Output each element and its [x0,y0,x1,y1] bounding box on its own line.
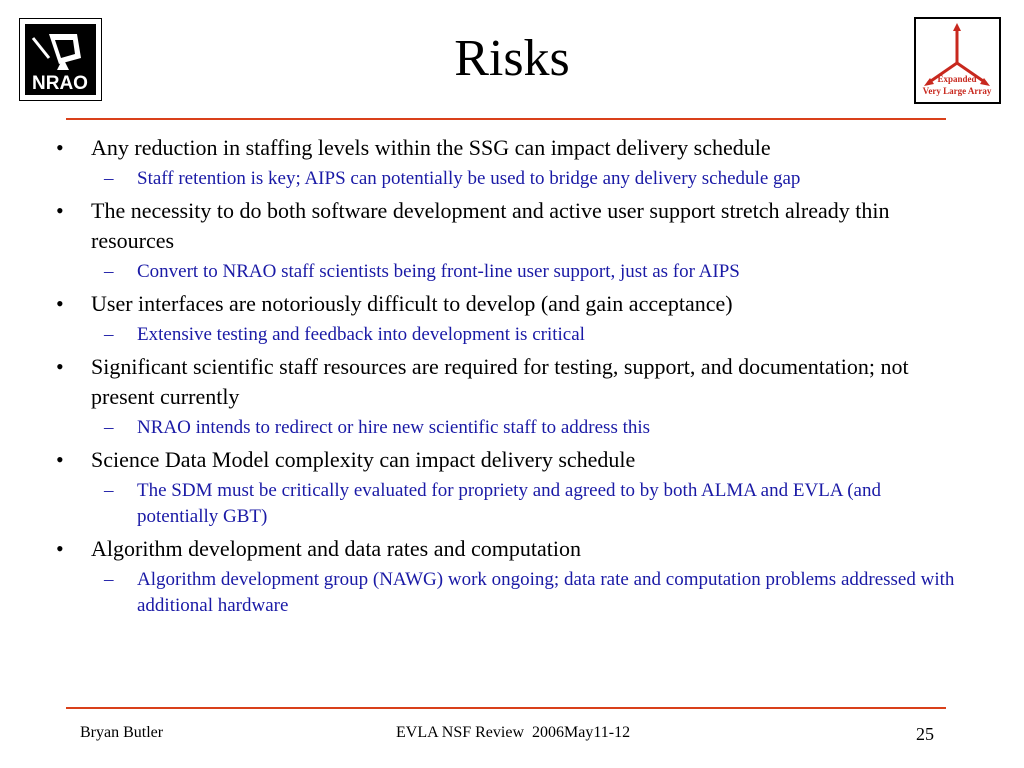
sub-bullet-text: Staff retention is key; AIPS can potentially be used to bridge any delivery schedule gap [137,168,801,189]
sub-bullet-item [0,322,1024,348]
dash-icon: – [104,324,114,345]
sub-bullet-item [0,415,1024,441]
sub-bullet-text: Convert to NRAO staff scientists being front-line user support, just as for AIPS [137,261,740,282]
bullet-dot-icon: • [56,291,64,316]
evla-logo-line1: Expanded [937,74,977,84]
sub-bullet-text: NRAO intends to redirect or hire new scientific staff to address this [137,417,651,438]
bullet-dot-icon: • [56,536,64,561]
bullet-text: Any reduction in staffing levels within the SSG can impact delivery schedule [91,135,771,160]
bullet-item [0,289,1024,319]
bullet-dot-icon: • [56,354,64,379]
dash-icon: – [104,417,114,438]
sub-bullet-text: Algorithm development group (NAWG) work ongoing; data rate and computation problems addressed with additional hardware [137,569,955,616]
top-divider [66,118,946,120]
evla-logo-line2: Very Large Array [922,86,992,96]
bullet-item [0,534,1024,564]
nrao-logo-text: NRAO [32,73,88,94]
dash-icon: – [104,261,114,282]
sub-bullet-item [0,567,1024,619]
bullet-dot-icon: • [56,135,64,160]
bullet-item [0,196,1024,256]
sub-bullet-item [0,166,1024,192]
footer-event: EVLA NSF Review 2006May11-12 [396,724,631,741]
sub-bullet-item [0,478,1024,530]
bullet-text: Significant scientific staff resources are required for testing, support, and documentation; not present currently [91,354,909,409]
bullet-item [0,445,1024,475]
dash-icon: – [104,168,114,189]
bullet-item [0,352,1024,412]
bullet-item [0,133,1024,163]
sub-bullet-item [0,259,1024,285]
slide-number: 25 [916,724,934,744]
footer-author: Bryan Butler [80,724,164,741]
sub-bullet-text: Extensive testing and feedback into development is critical [137,324,585,345]
slide-title: Risks [454,30,570,87]
bottom-divider [66,707,946,709]
bullet-text: Algorithm development and data rates and computation [91,536,581,561]
sub-bullet-text: The SDM must be critically evaluated for propriety and agreed to by both ALMA and EVLA (and potentially GBT) [137,480,881,527]
slide-content [0,133,1024,623]
bullet-text: User interfaces are notoriously difficult to develop (and gain acceptance) [91,291,733,316]
dash-icon: – [104,480,114,501]
dash-icon: – [104,569,114,590]
bullet-dot-icon: • [56,198,64,223]
bullet-text: The necessity to do both software development and active user support stretch already thin resources [91,198,890,253]
bullet-dot-icon: • [56,447,64,472]
bullet-text: Science Data Model complexity can impact delivery schedule [91,447,636,472]
